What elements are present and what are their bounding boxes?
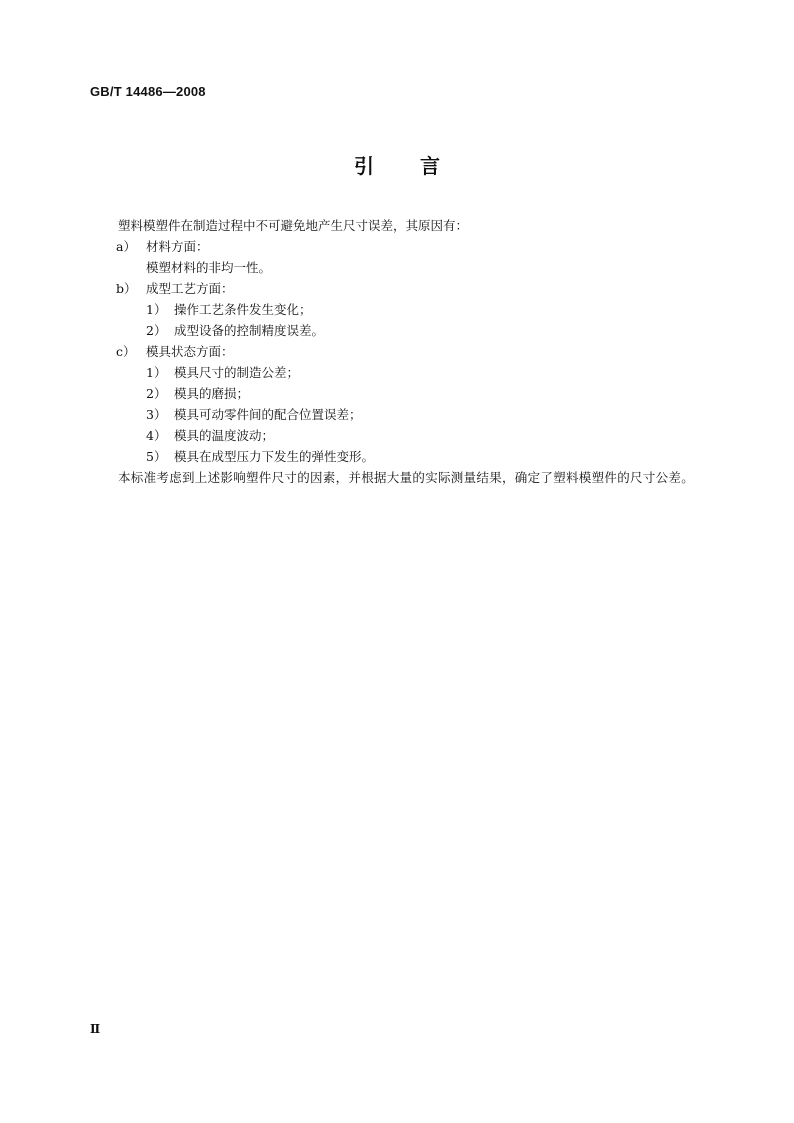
section-b-heading bbox=[90, 278, 710, 299]
list-item-marker: 2） bbox=[146, 323, 167, 338]
list-item-text: 模具的磨损； bbox=[174, 386, 250, 401]
list-item-marker: 5） bbox=[146, 449, 167, 464]
intro-paragraph: 塑料模塑件在制造过程中不可避免地产生尺寸误差，其原因有： bbox=[118, 218, 469, 233]
list-item bbox=[90, 362, 710, 383]
section-a-text: 模塑材料的非均一性。 bbox=[146, 260, 272, 275]
list-item bbox=[90, 425, 710, 446]
standard-code: GB/T 14486—2008 bbox=[90, 84, 206, 99]
list-item-text: 模具在成型压力下发生的弹性变形。 bbox=[174, 449, 375, 464]
list-item bbox=[90, 383, 710, 404]
list-item-marker: 2） bbox=[146, 386, 167, 401]
section-a-title: 材料方面： bbox=[146, 239, 209, 254]
list-item-text: 成型设备的控制精度误差。 bbox=[174, 323, 325, 338]
document-body bbox=[90, 215, 710, 488]
list-item-text: 模具的温度波动； bbox=[174, 428, 275, 443]
section-c-marker: c） bbox=[116, 344, 136, 359]
list-item-marker: 1） bbox=[146, 365, 167, 380]
section-b-marker: b） bbox=[116, 281, 137, 296]
list-item-text: 模具尺寸的制造公差； bbox=[174, 365, 300, 380]
list-item bbox=[90, 299, 710, 320]
section-a-marker: a） bbox=[116, 239, 136, 254]
list-item-marker: 3） bbox=[146, 407, 167, 422]
list-item-text: 操作工艺条件发生变化； bbox=[174, 302, 312, 317]
section-a-heading bbox=[90, 236, 710, 257]
conclusion-paragraph: 本标准考虑到上述影响塑件尺寸的因素，并根据大量的实际测量结果，确定了塑料模塑件的尺寸公差。 bbox=[118, 470, 695, 485]
section-c-heading bbox=[90, 341, 710, 362]
page-number: Ⅱ bbox=[90, 1022, 101, 1036]
page-title: 引言 bbox=[354, 154, 486, 178]
list-item bbox=[90, 320, 710, 341]
list-item-text: 模具可动零件间的配合位置误差； bbox=[174, 407, 362, 422]
list-item bbox=[90, 404, 710, 425]
section-b-title: 成型工艺方面： bbox=[146, 281, 234, 296]
list-item-marker: 1） bbox=[146, 302, 167, 317]
list-item-marker: 4） bbox=[146, 428, 167, 443]
list-item bbox=[90, 446, 710, 467]
section-c-title: 模具状态方面： bbox=[146, 344, 234, 359]
